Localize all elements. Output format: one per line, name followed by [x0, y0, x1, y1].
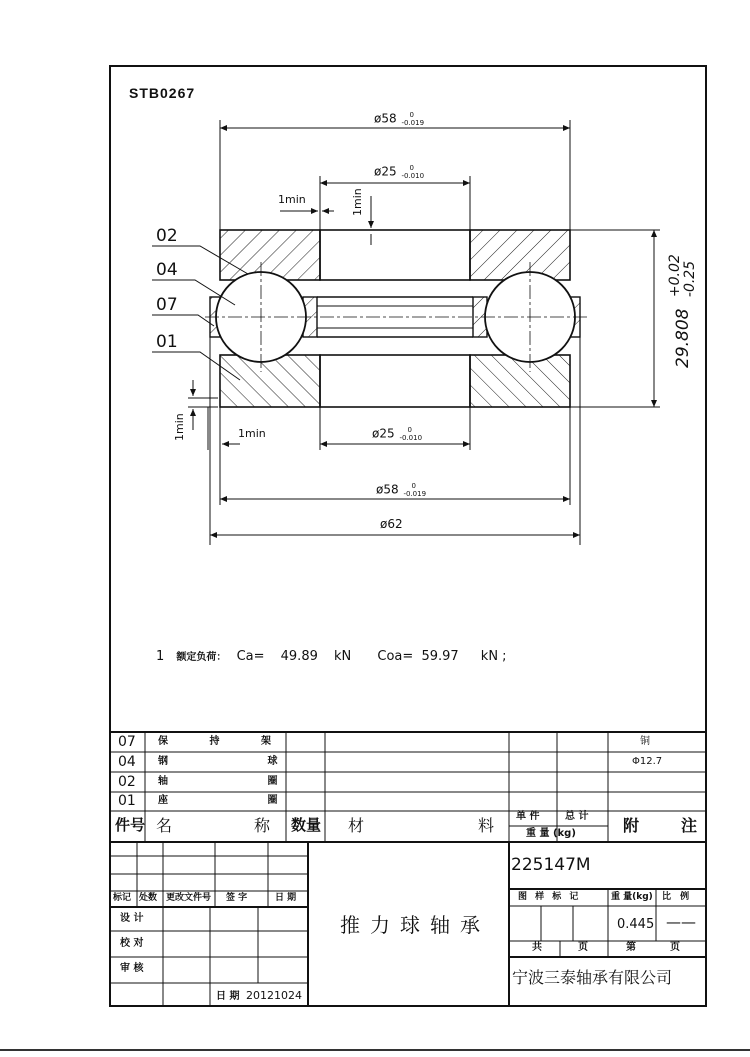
header-name-b: 称: [254, 816, 271, 835]
dim-overall: ø62: [380, 517, 403, 531]
dim-bore-bottom: ø25 0 -0.010: [372, 426, 423, 442]
part-name: 保 持 架: [158, 736, 271, 747]
tb-mark: 标记: [113, 893, 132, 903]
dim-height: 29.808 +0.02 -0.25: [667, 254, 698, 368]
bore-top: [320, 230, 470, 280]
header-mat-a: 材: [348, 816, 365, 835]
tb-scale: 比 例: [662, 892, 690, 902]
header-mat-b: 料: [478, 816, 495, 835]
leader-label-04: 04: [156, 260, 178, 280]
bearing-section: [205, 230, 590, 407]
part-note: 铜: [640, 736, 650, 747]
header-remark-b: 注: [681, 816, 698, 835]
scale-value: ——: [666, 913, 696, 931]
part-number: 225147M: [511, 855, 591, 875]
tb-total: 共: [532, 942, 542, 953]
part-no: 04: [118, 754, 136, 770]
header-name-a: 名: [156, 816, 173, 835]
part-note: Φ12.7: [632, 756, 663, 767]
table-grid: [110, 732, 706, 1006]
housing-washer-left: [220, 355, 320, 407]
header-weight-kg: 重 量 (kg): [526, 828, 576, 839]
header-total-weight: 总 计: [565, 811, 589, 822]
drawing-frame: [110, 66, 706, 1006]
housing-washer-right: [470, 355, 570, 407]
company-name: 宁波三泰轴承有限公司: [512, 968, 673, 987]
part-no: 01: [118, 793, 136, 809]
load-rating-note: 1 额定负荷： Ca= 49.89 kN Coa= 59.97 kN ;: [156, 649, 507, 664]
leader-label-07: 07: [156, 295, 178, 315]
dim-chamfer-bottom-v: 1min: [173, 413, 186, 441]
tb-count: 处数: [139, 893, 158, 903]
part-name: 钢 球: [158, 756, 278, 767]
part-no: 07: [118, 734, 136, 750]
dim-chamfer-bottom-h: 1min: [238, 427, 266, 440]
dim-od-bottom: ø58 0 -0.019: [376, 482, 427, 498]
tb-review: 审 核: [120, 963, 144, 974]
tb-weight-kg: 重 量(kg): [611, 892, 653, 902]
part-name: 座 圈: [158, 795, 278, 806]
header-part-no: 件号: [115, 816, 146, 834]
weight-value: 0.445: [617, 917, 655, 932]
bore-bottom: [320, 355, 470, 407]
tb-date-field: 日 期 20121024: [216, 989, 302, 1002]
tb-design: 设 计: [120, 913, 144, 924]
tb-page: 页: [578, 942, 588, 953]
dim-chamfer-top-v: 1min: [351, 188, 364, 216]
tb-page2: 页: [670, 942, 680, 953]
header-remark-a: 附: [623, 816, 640, 835]
dim-od-top: ø58 0 -0.019: [374, 111, 425, 127]
header-unit-weight: 单 件: [516, 811, 540, 822]
leader-label-02: 02: [156, 226, 178, 246]
dim-chamfer-top-h: 1min: [278, 193, 306, 206]
part-no: 02: [118, 774, 136, 790]
tb-change-doc: 更改文件号: [166, 893, 212, 903]
tb-stage-mark: 图 样 标 记: [518, 892, 579, 902]
part-name: 轴 圈: [158, 776, 278, 787]
header-qty: 数量: [291, 816, 322, 834]
tb-sign: 签 字: [226, 893, 248, 903]
drawing-code: STB0267: [129, 85, 196, 101]
dim-bore-top: ø25 0 -0.010: [374, 164, 425, 180]
tb-date: 日 期: [275, 893, 297, 903]
tb-check: 校 对: [120, 938, 144, 949]
leader-label-01: 01: [156, 332, 178, 352]
drawing-title: 推力球轴承: [340, 913, 490, 937]
tb-sheet-no: 第: [626, 942, 636, 953]
